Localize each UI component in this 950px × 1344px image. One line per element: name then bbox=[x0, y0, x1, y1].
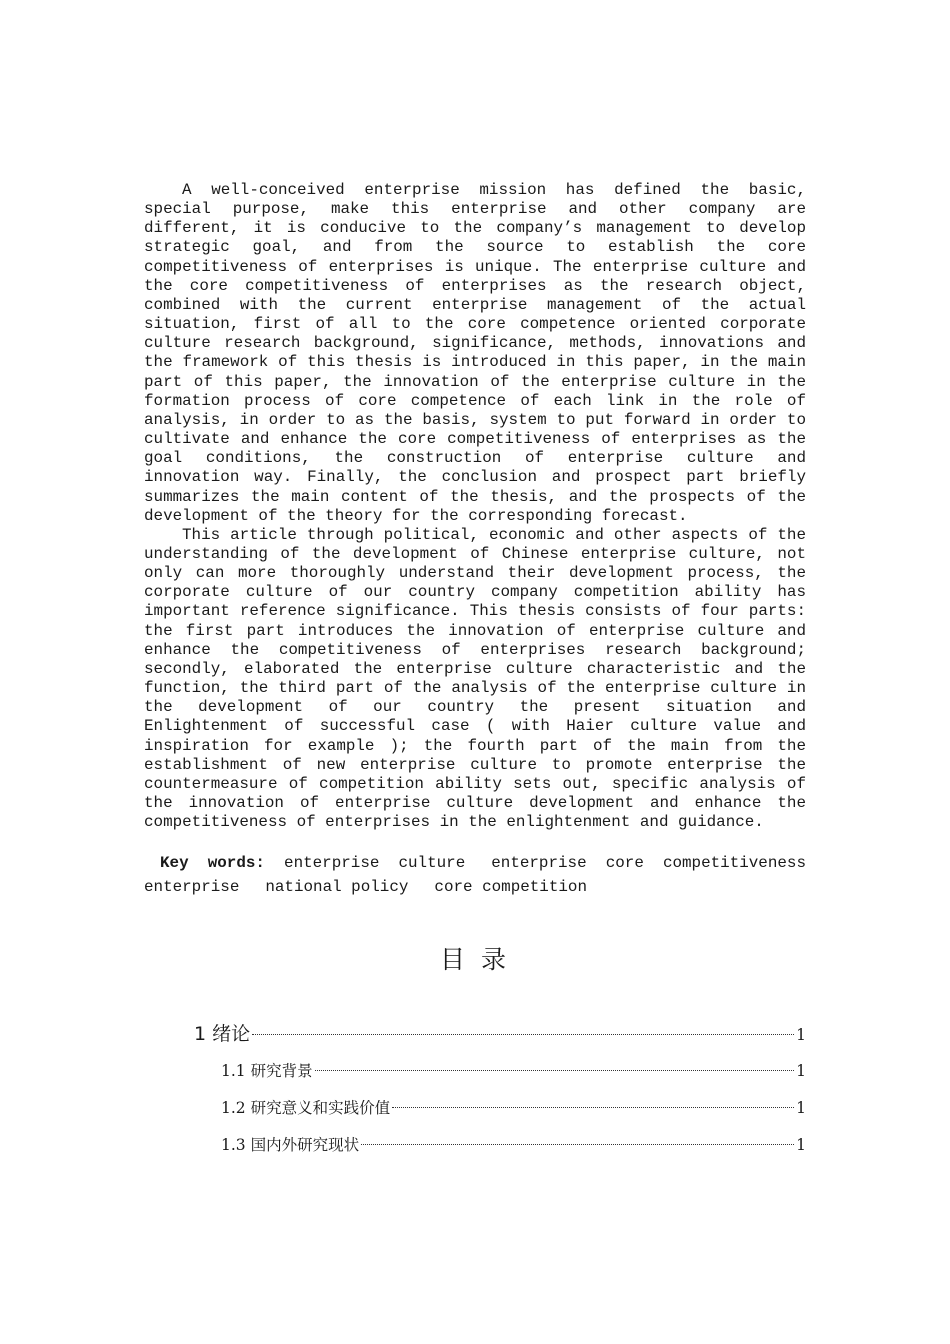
document-page bbox=[144, 181, 806, 1164]
toc-dot-leader bbox=[361, 1144, 794, 1145]
toc-entry-section-1-1[interactable] bbox=[144, 1053, 806, 1090]
keyword-item: enterprise bbox=[144, 878, 240, 897]
toc-entry-label: 1.1 研究背景 bbox=[221, 1062, 313, 1081]
toc-dot-leader bbox=[315, 1070, 795, 1071]
abstract-paragraph-1: A well-conceived enterprise mission has defined the basic, special purpose, make this enterprise and other company are different, it is conducive to the company’s management to develop strategic goal, and from the source to establish the core competitiveness of enterprises is unique. The enterprise culture and the core competitiveness of enterprises as the research object, combined with the current enterprise management of the actual situation, first of all to the core competence oriented corporate culture research background, significance, methods, innovations and the framework of this thesis is introduced in this paper, in the main part of this paper, the innovation of the enterprise culture in the formation process of core competence of each link in the role of analysis, in order to as the basis, system to put forward in order to cultivate and enhance the core competitiveness of enterprises as the goal conditions, the construction of enterprise culture and innovation way. Finally, the conclusion and prospect part briefly summarizes the main content of the thesis, and the prospects of the development of the theory for the corresponding forecast. bbox=[144, 181, 806, 525]
toc-entry-label: 1 绪论 bbox=[194, 1023, 251, 1046]
toc-dot-leader bbox=[252, 1034, 794, 1035]
toc-page-number: 1 bbox=[796, 1026, 806, 1045]
toc-page-number: 1 bbox=[796, 1062, 806, 1081]
english-abstract bbox=[144, 181, 806, 832]
keywords bbox=[144, 851, 806, 899]
toc-entry-section-1-3[interactable] bbox=[144, 1127, 806, 1164]
toc-entry-chapter-1[interactable] bbox=[144, 1015, 806, 1053]
keyword-item: enterprise culture bbox=[284, 854, 466, 873]
toc-title: 目录 bbox=[439, 945, 522, 975]
toc-page-number: 1 bbox=[796, 1099, 806, 1118]
toc-page-number: 1 bbox=[796, 1136, 806, 1155]
table-of-contents bbox=[144, 1015, 806, 1164]
keywords-label: Key words: bbox=[160, 854, 265, 873]
keyword-item: enterprise core competitiveness bbox=[491, 854, 806, 873]
keyword-item: national policy bbox=[265, 878, 409, 897]
toc-entry-section-1-2[interactable] bbox=[144, 1090, 806, 1127]
abstract-paragraph-2: This article through political, economic and other aspects of the understanding of the development of Chinese enterprise culture, not only can more thoroughly understand their development process, the corporate culture of our country company competition ability has important reference significance. This thesis consists of four parts: the first part introduces the innovation of enterprise culture and enhance the competitiveness of enterprises research background; secondly, elaborated the enterprise culture characteristic and the function, the third part of the analysis of the enterprise culture in the development of our country the present situation and Enlightenment of successful case ( with Haier culture value and inspiration for example ); the fourth part of the main from the establishment of new enterprise culture to promote enterprise the countermeasure of competition ability sets out, specific analysis of the innovation of enterprise culture development and enhance the competitiveness of enterprises in the enlightenment and guidance. bbox=[144, 525, 806, 832]
toc-dot-leader bbox=[392, 1107, 794, 1108]
toc-entry-label: 1.2 研究意义和实践价值 bbox=[221, 1099, 391, 1118]
toc-entry-label: 1.3 国内外研究现状 bbox=[221, 1136, 360, 1155]
keyword-item: core competition bbox=[434, 878, 587, 897]
